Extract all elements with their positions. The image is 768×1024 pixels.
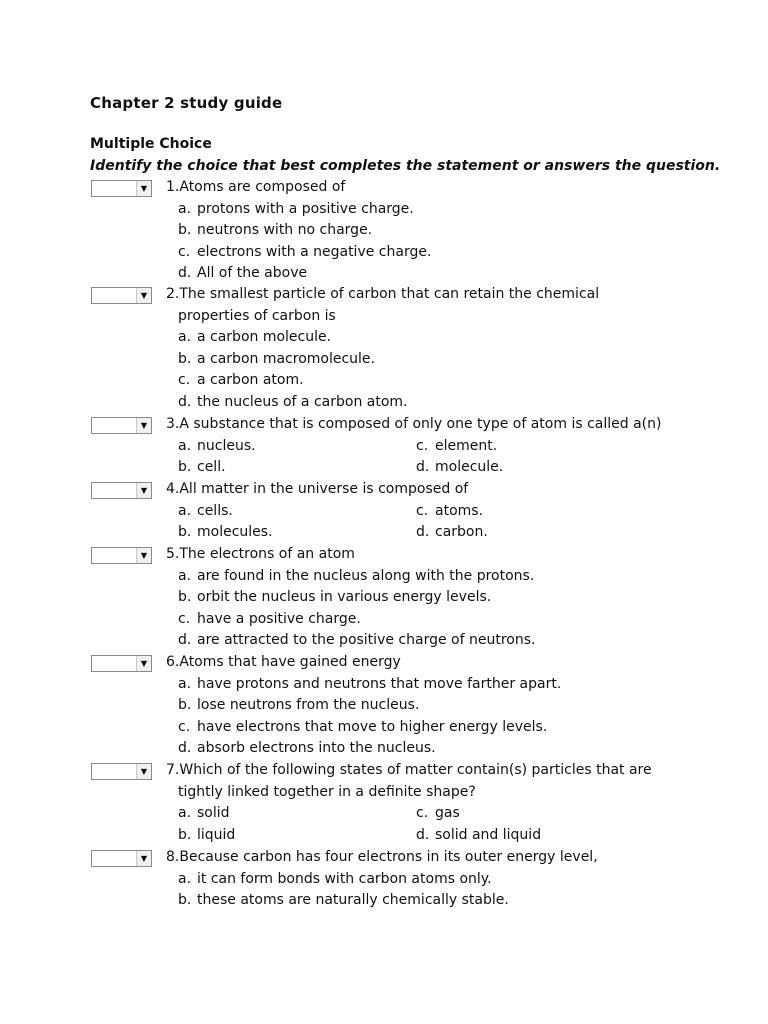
option-letter: a. xyxy=(178,805,192,822)
option-letter: b. xyxy=(178,826,192,843)
option-letter: d. xyxy=(178,265,192,282)
option-letter: b. xyxy=(178,524,192,541)
option-text: orbit the nucleus in various energy levels. xyxy=(197,589,492,606)
question-stem: 4.All matter in the universe is composed of xyxy=(166,481,469,497)
option-text: a carbon molecule. xyxy=(197,329,332,346)
answer-option-b xyxy=(178,892,509,908)
option-letter: a. xyxy=(178,567,192,584)
option-text: gas xyxy=(435,805,460,822)
answer-option-c xyxy=(178,244,431,260)
option-text: electrons with a negative charge. xyxy=(197,243,432,260)
option-letter: b. xyxy=(178,222,192,239)
answer-select-value xyxy=(92,288,137,303)
option-letter: a. xyxy=(178,675,192,692)
answer-option-a xyxy=(178,676,561,692)
option-text: nucleus. xyxy=(197,437,256,454)
answer-option-c xyxy=(178,719,547,735)
question-stem: 8.Because carbon has four electrons in its outer energy level, xyxy=(166,849,598,865)
option-letter: a. xyxy=(178,200,192,217)
option-letter: d. xyxy=(178,394,192,410)
question-stem: 1.Atoms are composed of xyxy=(166,179,346,195)
option-letter: b. xyxy=(178,350,192,367)
answer-option-a xyxy=(178,329,331,345)
option-letter: a. xyxy=(178,329,192,346)
option-text: liquid xyxy=(197,826,236,843)
answer-select-value xyxy=(92,764,137,779)
chevron-down-icon[interactable]: ▼ xyxy=(136,656,151,671)
instructions: Identify the choice that best completes the statement or answers the question. xyxy=(90,158,721,174)
option-text: a carbon macromolecule. xyxy=(197,350,375,367)
option-text: neutrons with no charge. xyxy=(197,222,373,239)
option-text: are attracted to the positive charge of neutrons. xyxy=(197,632,536,649)
answer-select-1[interactable] xyxy=(91,180,152,197)
answer-select-2[interactable] xyxy=(91,287,152,304)
answer-option-b xyxy=(178,589,491,605)
option-text: protons with a positive charge. xyxy=(197,200,414,217)
option-letter: c. xyxy=(178,243,191,260)
answer-option-d xyxy=(416,827,541,843)
option-letter: c. xyxy=(416,437,429,454)
chevron-down-icon[interactable]: ▼ xyxy=(136,181,151,196)
answer-option-a xyxy=(178,805,230,821)
option-text: All of the above xyxy=(197,265,308,282)
option-letter: d. xyxy=(416,524,430,541)
question-4 xyxy=(0,481,768,541)
answer-option-b xyxy=(178,459,226,475)
question-5 xyxy=(0,546,768,649)
answer-select-7[interactable] xyxy=(91,763,152,780)
chevron-down-icon[interactable]: ▼ xyxy=(136,483,151,498)
answer-option-c xyxy=(416,503,483,519)
option-text: have electrons that move to higher energy levels. xyxy=(197,718,548,735)
option-text: have a positive charge. xyxy=(197,610,361,627)
option-text: solid and liquid xyxy=(435,826,542,843)
chevron-down-icon[interactable]: ▼ xyxy=(136,288,151,303)
question-7 xyxy=(0,762,768,843)
option-letter: d. xyxy=(416,459,430,476)
question-8 xyxy=(0,849,768,909)
option-text: are found in the nucleus along with the protons. xyxy=(197,567,535,584)
option-text: lose neutrons from the nucleus. xyxy=(197,697,420,714)
answer-option-b xyxy=(178,524,273,540)
option-letter: a. xyxy=(178,502,192,519)
option-text: absorb electrons into the nucleus. xyxy=(197,740,436,757)
question-stem: 2.The smallest particle of carbon that can retain the chemical xyxy=(166,286,600,302)
answer-option-d xyxy=(416,524,488,540)
chevron-down-icon[interactable]: ▼ xyxy=(136,851,151,866)
option-text: it can form bonds with carbon atoms only. xyxy=(197,870,492,887)
option-text: the nucleus of a carbon atom. xyxy=(197,394,408,410)
question-2 xyxy=(0,286,768,410)
answer-select-6[interactable] xyxy=(91,655,152,672)
option-text: these atoms are naturally chemically stable. xyxy=(197,892,509,909)
option-letter: d. xyxy=(416,826,430,843)
answer-option-c xyxy=(416,438,497,454)
answer-option-a xyxy=(178,503,233,519)
option-letter: b. xyxy=(178,697,192,714)
question-stem-continued: tightly linked together in a definite shape? xyxy=(178,783,476,800)
answer-select-5[interactable] xyxy=(91,547,152,564)
option-text: atoms. xyxy=(435,502,484,519)
page-title: Chapter 2 study guide xyxy=(90,94,283,112)
option-letter: c. xyxy=(178,718,191,735)
option-text: solid xyxy=(197,805,230,822)
option-letter: c. xyxy=(178,610,191,627)
answer-select-4[interactable] xyxy=(91,482,152,499)
answer-option-b xyxy=(178,222,372,238)
answer-select-value xyxy=(92,548,137,563)
answer-select-3[interactable] xyxy=(91,417,152,434)
chevron-down-icon[interactable]: ▼ xyxy=(136,548,151,563)
answer-select-value xyxy=(92,851,137,866)
answer-select-value xyxy=(92,418,137,433)
chevron-down-icon[interactable]: ▼ xyxy=(136,764,151,779)
answer-option-a xyxy=(178,568,534,584)
answer-select-8[interactable] xyxy=(91,850,152,867)
option-text: have protons and neutrons that move farther apart. xyxy=(197,675,562,692)
answer-option-c xyxy=(178,372,304,388)
section-heading: Multiple Choice xyxy=(90,136,212,152)
option-letter: c. xyxy=(178,372,191,389)
option-letter: b. xyxy=(178,892,192,909)
option-letter: d. xyxy=(178,740,192,757)
answer-option-a xyxy=(178,201,414,217)
question-6 xyxy=(0,654,768,757)
option-letter: a. xyxy=(178,870,192,887)
answer-option-b xyxy=(178,827,235,843)
answer-option-d xyxy=(178,740,436,756)
option-letter: c. xyxy=(416,502,429,519)
answer-option-c xyxy=(416,805,460,821)
answer-select-value xyxy=(92,656,137,671)
answer-option-d xyxy=(416,459,503,475)
option-text: molecules. xyxy=(197,524,273,541)
question-stem: 6.Atoms that have gained energy xyxy=(166,654,401,670)
answer-option-d xyxy=(178,265,307,281)
answer-select-value xyxy=(92,483,137,498)
option-letter: a. xyxy=(178,437,192,454)
option-letter: b. xyxy=(178,589,192,606)
answer-option-b xyxy=(178,697,419,713)
option-letter: b. xyxy=(178,459,192,476)
question-3 xyxy=(0,416,768,476)
option-text: cells. xyxy=(197,502,233,519)
question-stem: 3.A substance that is composed of only one type of atom is called a(n) xyxy=(166,416,662,432)
answer-option-c xyxy=(178,611,361,627)
answer-option-b xyxy=(178,351,375,367)
answer-option-a xyxy=(178,438,256,454)
answer-select-value xyxy=(92,181,137,196)
question-stem: 7.Which of the following states of matter contain(s) particles that are xyxy=(166,762,652,778)
option-letter: d. xyxy=(178,632,192,649)
question-stem-continued: properties of carbon is xyxy=(178,307,336,324)
option-text: molecule. xyxy=(435,459,504,476)
question-stem: 5.The electrons of an atom xyxy=(166,546,355,562)
question-1 xyxy=(0,179,768,282)
option-letter: c. xyxy=(416,805,429,822)
chevron-down-icon[interactable]: ▼ xyxy=(136,418,151,433)
option-text: element. xyxy=(435,437,498,454)
option-text: a carbon atom. xyxy=(197,372,304,389)
answer-option-a xyxy=(178,871,492,887)
answer-option-d xyxy=(178,632,535,648)
answer-option-d xyxy=(178,394,408,410)
option-text: carbon. xyxy=(435,524,488,541)
option-text: cell. xyxy=(197,459,226,476)
